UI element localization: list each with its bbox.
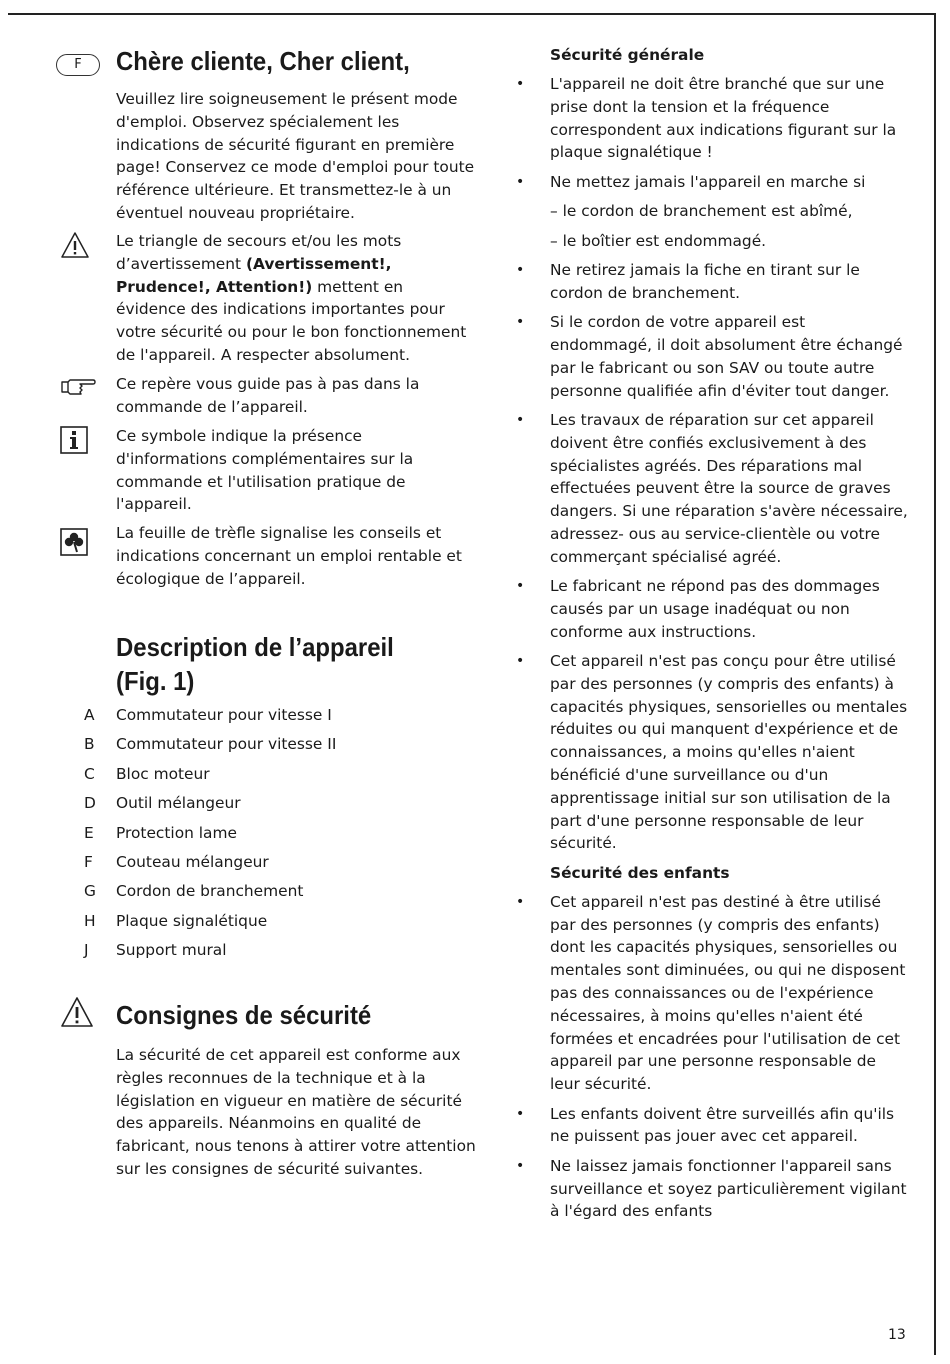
list-item-text: Ne laissez jamais fonctionner l'appareil sans surveillance et soyez particulièrement vigilant à l'égard des enfants xyxy=(550,1156,907,1221)
description-title-line1: Description de l’appareil xyxy=(116,632,394,662)
part-label: Cordon de branchement xyxy=(116,882,304,901)
bullet: • xyxy=(516,653,525,670)
intro-title: Chère cliente, Cher client, xyxy=(116,46,410,76)
eco-note: La feuille de trèfle signalise les conseils et indications concernant un emploi rentable et écologique de l’appareil. xyxy=(116,524,462,588)
part-label: Bloc moteur xyxy=(116,764,210,783)
bullet: • xyxy=(516,76,525,92)
bullet: • xyxy=(516,1157,525,1174)
general-safety-heading: Sécurité générale xyxy=(550,46,705,64)
warning-keywords: (Avertissement!, Prudence!, Attention!) xyxy=(116,254,392,296)
list-item xyxy=(508,73,908,164)
page-frame-right xyxy=(934,13,936,1355)
list-item xyxy=(508,409,908,569)
part-key: H xyxy=(84,911,96,930)
bullet: • xyxy=(516,578,525,595)
list-item xyxy=(76,792,476,821)
list-item-text: Les enfants doivent être surveillés afin qu'ils ne puissent pas jouer avec cet appareil. xyxy=(550,1104,895,1146)
pointing-hand-icon xyxy=(60,376,96,398)
list-item xyxy=(508,311,908,402)
list-item-text: Ne mettez jamais l'appareil en marche si xyxy=(550,172,866,191)
list-item xyxy=(508,891,908,1096)
list-item xyxy=(76,851,476,880)
part-key: A xyxy=(84,706,95,724)
child-safety-list xyxy=(508,891,908,1223)
list-item xyxy=(508,575,908,643)
list-item xyxy=(76,822,476,851)
list-item xyxy=(508,171,908,194)
safety-intro: La sécurité de cet appareil est conforme aux règles reconnues de la technique et à la législation en vigueur en matière de sécurité des appareils. Néanmoins en qualité de fabricant, nous tenons à attirer votre attention sur les consignes de sécurité suivantes. xyxy=(116,1046,476,1178)
bullet: • xyxy=(516,893,525,910)
list-item-text: Ne retirez jamais la fiche en tirant sur le cordon de branchement. xyxy=(550,260,860,302)
list-item-text: Cet appareil n'est pas destiné à être utilisé par des personnes (y compris des enfants) dont les capacités physiques, sensorielles ou mentales sont diminuées, ou qui ne disposent pas des connaissances ou de l'expérience nécessaires, à moins qu'elles n'aient été formées et encadrées pour l'utilisation de cet appareil par une personne responsable de leur sécurité. xyxy=(550,892,906,1094)
page-frame-top xyxy=(8,13,936,15)
clover-leaf-icon xyxy=(60,528,88,556)
list-item xyxy=(508,650,908,855)
warning-triangle-icon xyxy=(60,230,90,260)
part-label: Protection lame xyxy=(116,823,237,842)
list-item-text: Le fabricant ne répond pas des dommages causés par un usage inadéquat ou non conforme aux instructions. xyxy=(550,577,880,641)
warning-note-text-end: mettent en évidence des indications importantes pour votre sécurité ou pour le bon fonctionnement de l'appareil. A respecter absolument. xyxy=(116,277,467,364)
list-item xyxy=(508,1103,908,1149)
page-number: 13 xyxy=(888,1327,906,1343)
warning-note-text: Le triangle de secours et/ou les mots d’avertissement xyxy=(116,232,402,273)
safety-title: Consignes de sécurité xyxy=(116,1000,372,1030)
dash-item: – le cordon de branchement est abîmé, xyxy=(550,202,853,221)
list-item xyxy=(508,259,908,305)
info-icon xyxy=(60,426,88,454)
part-key: B xyxy=(84,735,95,754)
part-label: Support mural xyxy=(116,941,227,960)
part-key: D xyxy=(84,794,96,813)
parts-list xyxy=(76,704,476,969)
general-safety-list xyxy=(508,73,908,194)
part-label: Outil mélangeur xyxy=(116,794,241,813)
list-item xyxy=(508,1155,908,1223)
bullet: • xyxy=(516,261,525,278)
part-label: Plaque signalétique xyxy=(116,911,268,930)
child-safety-heading: Sécurité des enfants xyxy=(550,863,730,882)
part-key: J xyxy=(84,941,89,960)
intro-body: Veuillez lire soigneusement le présent mode d'emploi. Observez spécialement les indications de sécurité figurant en première page! Conservez ce mode d'emploi pour toute référence ultérieure. Et transmettez-le à un éventuel nouveau propriétaire. xyxy=(116,90,475,222)
part-label: Couteau mélangeur xyxy=(116,852,269,871)
list-item-text: L'appareil ne doit être branché que sur une prise dont la tension et la fréquence correspondent aux indications figurant sur la plaque signalétique ! xyxy=(550,75,897,162)
bullet: • xyxy=(516,411,525,428)
part-key: G xyxy=(84,882,96,901)
warning-triangle-icon xyxy=(60,996,94,1028)
part-key: C xyxy=(84,764,95,783)
list-item xyxy=(76,880,476,909)
part-key: F xyxy=(84,852,93,871)
list-item-text: Les travaux de réparation sur cet appareil doivent être confiés exclusivement à des spécialistes agréés. Des réparations mal effectuées peuvent être la source de graves dangers. Si une réparation s'avère nécessaire, adressez- ous au service-clientèle ou votre commerçant spécialisé agréé. xyxy=(550,410,908,566)
bullet: • xyxy=(516,314,525,331)
part-key: E xyxy=(84,823,94,842)
info-note: Ce symbole indique la présence d'informations complémentaires sur la commande et l'utilisation pratique de l'appareil. xyxy=(116,427,414,514)
bullet: • xyxy=(516,173,525,190)
general-safety-list-cont xyxy=(508,259,908,855)
part-label: Commutateur pour vitesse I xyxy=(116,706,332,724)
dash-item: – le boîtier est endommagé. xyxy=(550,231,767,250)
right-column xyxy=(508,40,908,1230)
list-item-text: Si le cordon de votre appareil est endommagé, il doit absolument être échangé par le fabricant ou son SAV ou toute autre personne qualifiée afin d'éviter tout danger. xyxy=(550,313,903,400)
guide-note: Ce repère vous guide pas à pas dans la commande de l’appareil. xyxy=(116,375,420,416)
list-item xyxy=(76,763,476,792)
bullet: • xyxy=(516,1105,525,1122)
list-item xyxy=(76,939,476,968)
list-item xyxy=(76,910,476,939)
list-item-text: Cet appareil n'est pas conçu pour être utilisé par des personnes (y compris des enfants) à capacités physiques, sensorielles ou mentales réduites ou qui manquent d'expérience et de connaissances, a moins qu'elles n'aient bénéficié d'une surveillance ou d'un apprentissage initial sur son utilisation de la part d'une personne responsable de leur sécurité. xyxy=(550,652,908,853)
description-title-line2: (Fig. 1) xyxy=(116,666,195,696)
list-item xyxy=(76,704,476,733)
part-label: Commutateur pour vitesse II xyxy=(116,735,337,754)
warning-note xyxy=(116,230,476,367)
list-item xyxy=(76,733,476,762)
description-title xyxy=(116,630,394,698)
language-badge: F xyxy=(56,54,100,76)
